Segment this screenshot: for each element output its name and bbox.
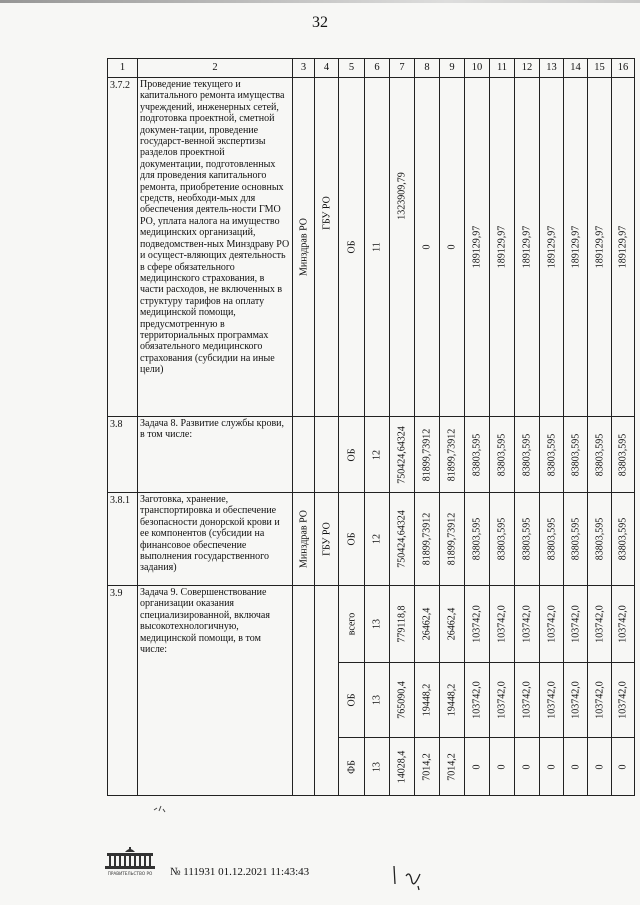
value-total: 1323909,79 — [396, 172, 408, 221]
value-cell — [612, 417, 635, 493]
value-total: 765090,4 — [396, 681, 408, 719]
value-cell — [465, 738, 490, 796]
responsible-cell — [293, 493, 315, 586]
value: 0 — [569, 764, 581, 769]
value-cell — [588, 493, 612, 586]
value-cell — [465, 78, 490, 417]
row-number: 3.7.2 — [108, 78, 138, 417]
code: 12 — [371, 449, 383, 460]
registration-stamp: № 111931 01.12.2021 11:43:43 — [170, 866, 310, 878]
value-cell — [390, 417, 415, 493]
budget-source: ОБ — [345, 240, 357, 254]
value-cell — [490, 78, 515, 417]
table-row-3-8 — [108, 417, 635, 493]
value-cell — [612, 493, 635, 586]
column-number-row — [108, 59, 635, 78]
value-cell — [390, 78, 415, 417]
row-number: 3.8.1 — [108, 493, 138, 586]
value: 103742,0 — [496, 605, 508, 643]
value: 103742,0 — [471, 681, 483, 719]
col-header: 5 — [339, 59, 365, 78]
empty-cell — [293, 417, 315, 493]
value: 83803,595 — [617, 433, 629, 476]
value-cell — [415, 586, 440, 663]
value-cell — [564, 738, 588, 796]
value-total: 750424,64324 — [396, 510, 408, 568]
code-cell — [365, 663, 390, 738]
empty-cell — [315, 586, 339, 796]
budget-cell — [339, 586, 365, 663]
value: 83803,595 — [496, 433, 508, 476]
code-cell — [365, 493, 390, 586]
value-cell — [540, 78, 564, 417]
value-cell — [490, 586, 515, 663]
value-cell — [564, 663, 588, 738]
value: 0 — [521, 764, 533, 769]
pen-mark-icon — [152, 800, 170, 816]
value: 0 — [446, 244, 458, 250]
value-cell — [490, 493, 515, 586]
value: 189129,97 — [471, 225, 483, 269]
signature-icon — [390, 862, 440, 892]
program-table — [107, 58, 635, 796]
value-cell — [588, 417, 612, 493]
code-cell — [365, 417, 390, 493]
value: 81899,73912 — [421, 428, 433, 481]
value: 103742,0 — [617, 681, 629, 719]
value: 26462,4 — [421, 607, 433, 641]
value-cell — [415, 493, 440, 586]
value-cell — [440, 493, 465, 586]
value: 81899,73912 — [446, 512, 458, 566]
value: 103742,0 — [545, 605, 557, 643]
value: 83803,595 — [569, 433, 581, 476]
value: 83803,595 — [593, 433, 605, 476]
value: 103742,0 — [569, 605, 581, 643]
value: 189129,97 — [569, 225, 581, 269]
col-header: 12 — [515, 59, 540, 78]
row-description: Проведение текущего и капитального ремонта имущества учреждений, инженерных сетей, подготовка проектной, сметной докумен-тации, проведение государст-венной экспертизы разделов проектной документации, подготовленных для проведения капитального ремонта, приобретение основных средств, необходи-мых для обеспечения деятель-ности ГМО РО, уплата налога на имущество медицинских организаций, подведомствен-ных Минздраву РО и осущест-вляющих деятельность в сфере обязательного медицинского страхования, в части расходов, не включенных в структуру тарифов на оплату медицинской помощи, предусмотренную в территориальных программах обязательного медицинского страхования (субсидии на иные цели) — [138, 78, 293, 417]
col-header: 13 — [540, 59, 564, 78]
value-total: 750424,64324 — [396, 425, 408, 484]
code-cell — [365, 78, 390, 417]
executor: ГБУ РО — [320, 196, 332, 231]
responsible-cell — [293, 78, 315, 417]
logo-caption: ПРАВИТЕЛЬСТВО РО — [107, 871, 153, 876]
col-header: 10 — [465, 59, 490, 78]
value-cell — [440, 586, 465, 663]
value-cell — [612, 738, 635, 796]
value-cell — [390, 738, 415, 796]
value-cell — [540, 586, 564, 663]
row-description: Задача 9. Совершенствование организации оказания специализированной, включая высокотехнологичную, медицинской помощи, в том числе: — [138, 586, 293, 796]
executor-cell — [315, 78, 339, 417]
value-cell — [390, 493, 415, 586]
value: 0 — [471, 764, 483, 769]
government-building-logo — [103, 846, 157, 878]
value-cell — [564, 78, 588, 417]
value-cell — [564, 493, 588, 586]
value: 83803,595 — [593, 517, 605, 561]
value: 103742,0 — [545, 681, 557, 719]
value: 7014,2 — [446, 752, 458, 781]
value: 0 — [617, 764, 629, 769]
col-header: 8 — [415, 59, 440, 78]
value: 103742,0 — [569, 681, 581, 719]
value-cell — [390, 663, 415, 738]
value-cell — [588, 78, 612, 417]
value: 189129,97 — [545, 225, 557, 269]
responsible: Минздрав РО — [297, 217, 309, 277]
value-cell — [588, 663, 612, 738]
value-cell — [540, 738, 564, 796]
value-cell — [612, 586, 635, 663]
empty-cell — [315, 417, 339, 493]
value: 103742,0 — [617, 605, 629, 643]
value: 189129,97 — [593, 225, 605, 269]
value: 81899,73912 — [446, 428, 458, 481]
col-header: 9 — [440, 59, 465, 78]
value-cell — [564, 417, 588, 493]
value: 7014,2 — [421, 752, 433, 781]
value: 19448,2 — [446, 683, 458, 717]
value: 103742,0 — [471, 605, 483, 643]
budget-cell — [339, 417, 365, 493]
value-cell — [540, 493, 564, 586]
code: 13 — [371, 695, 383, 705]
col-header: 14 — [564, 59, 588, 78]
row-description: Задача 8. Развитие службы крови, в том числе: — [138, 417, 293, 493]
value: 83803,595 — [471, 517, 483, 561]
col-header: 3 — [293, 59, 315, 78]
value: 0 — [421, 244, 433, 250]
value: 81899,73912 — [421, 512, 433, 566]
value: 26462,4 — [446, 607, 458, 641]
value: 103742,0 — [521, 605, 533, 643]
value-cell — [540, 663, 564, 738]
value: 83803,595 — [545, 517, 557, 561]
code-cell — [365, 738, 390, 796]
empty-cell — [293, 586, 315, 796]
row-description: Заготовка, хранение, транспортировка и обеспечение безопасности донорской крови и ее компонентов (субсидии на финансовое обеспечение выполнения государственного задания) — [138, 493, 293, 586]
code: 13 — [371, 761, 383, 772]
value-cell — [415, 738, 440, 796]
value-cell — [515, 493, 540, 586]
value-cell — [515, 78, 540, 417]
scan-edge — [0, 0, 640, 3]
col-header: 7 — [390, 59, 415, 78]
value: 0 — [496, 764, 508, 769]
value-cell — [515, 663, 540, 738]
code: 11 — [371, 242, 383, 252]
col-header: 1 — [108, 59, 138, 78]
value: 103742,0 — [521, 681, 533, 719]
value: 83803,595 — [617, 517, 629, 561]
value-cell — [415, 663, 440, 738]
value-cell — [564, 586, 588, 663]
responsible: Минздрав РО — [297, 509, 309, 569]
budget-cell — [339, 78, 365, 417]
value-cell — [490, 663, 515, 738]
value-total: 14028,4 — [396, 750, 408, 783]
value: 103742,0 — [593, 605, 605, 643]
value: 0 — [593, 764, 605, 769]
budget-cell — [339, 663, 365, 738]
budget-source: ФБ — [345, 759, 357, 774]
value-total: 779118,8 — [396, 605, 408, 643]
col-header: 2 — [138, 59, 293, 78]
value-cell — [465, 417, 490, 493]
value-cell — [415, 417, 440, 493]
col-header: 4 — [315, 59, 339, 78]
value: 189129,97 — [496, 225, 508, 269]
value-cell — [465, 493, 490, 586]
value-cell — [515, 738, 540, 796]
row-number: 3.8 — [108, 417, 138, 493]
code: 13 — [371, 619, 383, 629]
value-cell — [415, 78, 440, 417]
budget-source: ОБ — [345, 532, 357, 546]
value: 83803,595 — [496, 517, 508, 561]
value-cell — [465, 663, 490, 738]
table-row-3-8-1 — [108, 493, 635, 586]
row-number: 3.9 — [108, 586, 138, 796]
col-header: 11 — [490, 59, 515, 78]
value: 103742,0 — [496, 681, 508, 719]
value-cell — [612, 663, 635, 738]
value-cell — [588, 586, 612, 663]
table-row-3-9 — [108, 586, 635, 663]
value: 103742,0 — [593, 681, 605, 719]
executor: ГБУ РО — [320, 522, 332, 556]
code-cell — [365, 586, 390, 663]
value-cell — [515, 417, 540, 493]
value: 83803,595 — [521, 517, 533, 561]
table-row-3-7-2 — [108, 78, 635, 417]
value: 83803,595 — [545, 433, 557, 476]
value-cell — [490, 417, 515, 493]
value: 83803,595 — [569, 517, 581, 561]
value-cell — [440, 738, 465, 796]
col-header: 16 — [612, 59, 635, 78]
code: 12 — [371, 534, 383, 544]
col-header: 15 — [588, 59, 612, 78]
col-header: 6 — [365, 59, 390, 78]
executor-cell — [315, 493, 339, 586]
value: 83803,595 — [521, 433, 533, 476]
value: 19448,2 — [421, 683, 433, 717]
value-cell — [440, 417, 465, 493]
value: 189129,97 — [617, 225, 629, 269]
budget-cell — [339, 493, 365, 586]
budget-source: ОБ — [345, 693, 357, 707]
value-cell — [540, 417, 564, 493]
page-number: 32 — [312, 14, 328, 31]
value-cell — [390, 586, 415, 663]
value-cell — [588, 738, 612, 796]
value-cell — [465, 586, 490, 663]
budget-cell — [339, 738, 365, 796]
value-cell — [515, 586, 540, 663]
value-cell — [440, 78, 465, 417]
value: 0 — [545, 764, 557, 769]
value-cell — [440, 663, 465, 738]
value-cell — [612, 78, 635, 417]
budget-source: ОБ — [345, 448, 357, 461]
budget-source: всего — [345, 612, 357, 636]
value-cell — [490, 738, 515, 796]
value: 189129,97 — [521, 225, 533, 269]
value: 83803,595 — [471, 433, 483, 476]
